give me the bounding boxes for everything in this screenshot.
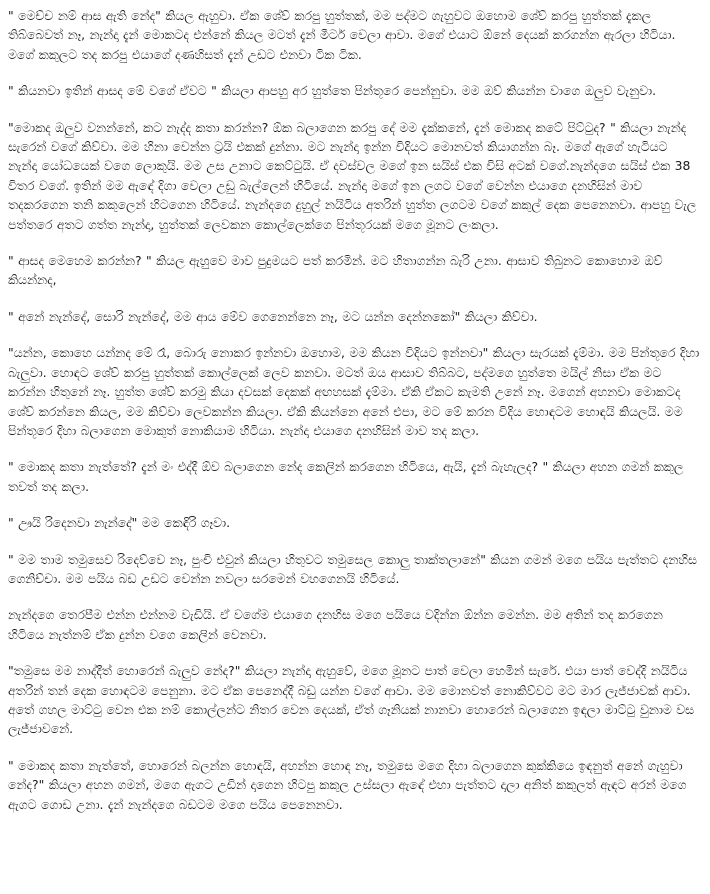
paragraph-10: නැන්දගෙ තෙරපීම එන්න එන්නම වැඩියි. ඒ වගේම එයාගෙ දනහිස මගෙ පයියෙ වදින්න ඕන්න මෙන්න. මම අතින් තද කරගෙන හිටියෙ නැත්නම් ඒක දුන්න වගෙ කෙලින් වෙනවා.: [8, 607, 663, 642]
paragraph-8: " ඌයි රිදෙනවා නැන්දේ" මම කෙඳිරි ගෑවා.: [8, 515, 231, 531]
paragraph-4: " ආසද මෙහෙම කරන්න? " කියල ඇහුවෙ මාව පුදුමයට පත් කරමින්. මට හිතාගන්න බැරි උනා. ආසාව තිබුනට කොහොම ඔව් කියන්නද,: [8, 253, 663, 288]
paragraph-7: " මොකද කතා නැත්තේ? දැන් මං එද්දී ඕව බලාගෙන නේද කෙලින් කරගෙන හිටියෙ, ඇයි, දැන් බැහැලද? " කියලා අහන ගමන් කකුල තවත් තද කලා.: [8, 459, 684, 494]
paragraph-12: " මොකද කතා නැත්තේ, හොරෙන් බලන්න හොඳයි, අහන්න හොඳ නෑ, තමුසෙ මගෙ දිහා බලාගෙන කුක්කියෙ ඉඳනුත් අනේ ගැහුවා නේද?" කියලා අහන ගමන්, මගෙ ඇගට උඩින් දාගෙන හිටපු කකුල උස්සලා ඇඳේ එහා පැත්තට දාලා අනිත් කකුලත් ඇඳට අරන් මගෙ ඇගට ගොඩ උනා. දැන් නැන්දගෙ බඩටම මගෙ පයිය පෙනෙනවා.: [8, 757, 687, 812]
paragraph-1: " මෙච්ච නම් ආස ඇති නේද" කියල ඇහුවා. ඒක ශේව් කරපු හුත්තක්, මම පද්මට ගැහුවට ඔහොම ශේව් කරපු හුත්තක් දැකල තිබ්බෙවත් නෑ, නැන්දා දැන් මොකටද එන්නේ කියල මටත් දැන් මීටර් වෙලා ආවා. මගේ එයාට ඕනේ දෙයක් කරගන්න ඇරලා හිටියා. මගේ කකුලට තද කරපු එයාගේ දණහිසත් දැන් උඩට එනවා ටික ටික.: [8, 8, 676, 62]
paragraph-6: "යන්න, කොහෙ යන්නද මේ රෑ, බොරු නොකර ඉන්නවා ඔහොම, මම කියන විදියට ඉන්නවා" කියලා සැරයක් දැම්මා. මම පින්තූරෙ දිහා බැලුවා. හොඳට ශේව් කරපු හුත්තක් කොල්ලෙක් ලෙව කනවා. මටත් ඔය ආසාව තිබ්බට, පද්මගෙ හුත්තෙ මයිල් නිසා ඒක මට කරන්න හිතුනේ නෑ. හුත්ත ශේව් කරමු කියා දවසක් දෙකක් අඟහසක් දැම්මා. ඒකි ඒකට කැමති උනේ නෑ. මගෙන් අහනවා මොකටද ශේව් කරන්නෙ කියල, මම කිව්වා ලෙවකන්න කියලා. ඒකි කියන්නෙ අනේ එපා, මට මේ කරන විදිය හොඳටම හොඳයි කියලයි. මම පින්තූරෙ දිහා බලාගෙන මොකුත් නොකියාම හිටියා. නැන්දා එයාගෙ දනහිසින් මාව තද කලා.: [8, 345, 700, 438]
paragraph-11: "තමුසෙ මම නාද්දීත් හොරෙන් බැලුව නේද?" කියලා නැන්දා ඇහුවේ, මගෙ මූනට පාත් වෙලා හෙමින් සැරේ. එයා පාත් වෙද්දි නයිටිය අතරින් තන් දෙක හොඳටම පෙනුනා. මට ඒක පෙනෙද්දී බඩු යන්න වගේ ආවා. මම මොනවත් නොකිව්වට මට මාර ලැජ්ජාවක් ආවා. අතේ ගහල මාට්ටු වෙන එක නම් කොල්ලන්ට නිතර වෙන දෙයක්, ඒත් ගෑනියක් නානවා හොරෙන් බලාගෙන ඉඳලා මාට්ටු වුනාම වස ලැජ්ජාවනේ.: [8, 663, 695, 737]
paragraph-9: " මම තාම තමුසෙව රිදෙව්වෙ නෑ, පුංචි එවුන් කියලා හිතුවට තමුසෙල කොලු තාක්තලානේ" කියන ගමන් මගෙ පයිය පැත්තට දනහිස ගෙනිච්චා. මම පයිය බඩ උඩට වෙන්න නවලා සරමෙන් වහගෙනයි හිටියේ.: [8, 551, 697, 586]
paragraph-3: "මොකද ඔලුව වනන්නේ, කට නැද්ද කතා කරන්න? ඕක බලාගෙන කරපු දේ මම දැක්කනේ, දැන් මොකද කටේ පිට්ටුද? " කියලා නැන්ද සැරෙන් වගේ කිව්වා. මම හිනා වෙන්න ට්‍රයි එකක් දුන්නා. මට නැන්දා ඉන්න විදියට මොනවත් කියාගන්න බෑ. මගේ ඇගේ හැටියට නැන්දා යෝධයෙක් වගෙ ලොකුයි. මම උස උනාට කෙට්ටුයි. ඒ දවස්වල මගේ ඉන සයිස් එක විසි අටක් වගේ.නැන්දගෙ සයිස් එක 38 විතර වගේ. ඉතින් මම ඇඳේ දිගා වෙලා උඩු බැල්ලෙන් හිටියේ. නැන්දා මගේ ඉන ලගට වගේ වෙන්න එයාගෙ දනහිසින් මාව තදකරගෙන තනි කකුලෙන් හිටගෙන හිටියේ. නැන්දගෙ දුහුල් නයිටිය අතරින් හුත්ත ලගටම වගේ කකුල් දෙක පෙනෙනවා. ආපහු වැල පත්තරෙ අතට ගත්ත නැන්දා, හුත්තක් ලෙවකන කොල්ලෙක්ගෙ පින්තූරයක් මගෙ මූනට ලංකලා.: [8, 119, 697, 232]
paragraph-2: " කියනවා ඉතින් ආසද මේ වගේ ඒවට " කියලා ආපහු අර හුත්තෙ පින්තූරෙ පෙන්නුවා. මම ඔව් කියන්න වාගෙ ඔලුව වැනුවා.: [8, 83, 657, 99]
paragraph-5: " අනේ නැන්දේ, සොරි නැන්දේ, මම ආය මේව ගෙනෙන්නෙ නෑ, මට යන්න දෙන්නකෝ" කියලා කිව්වා.: [8, 308, 538, 324]
